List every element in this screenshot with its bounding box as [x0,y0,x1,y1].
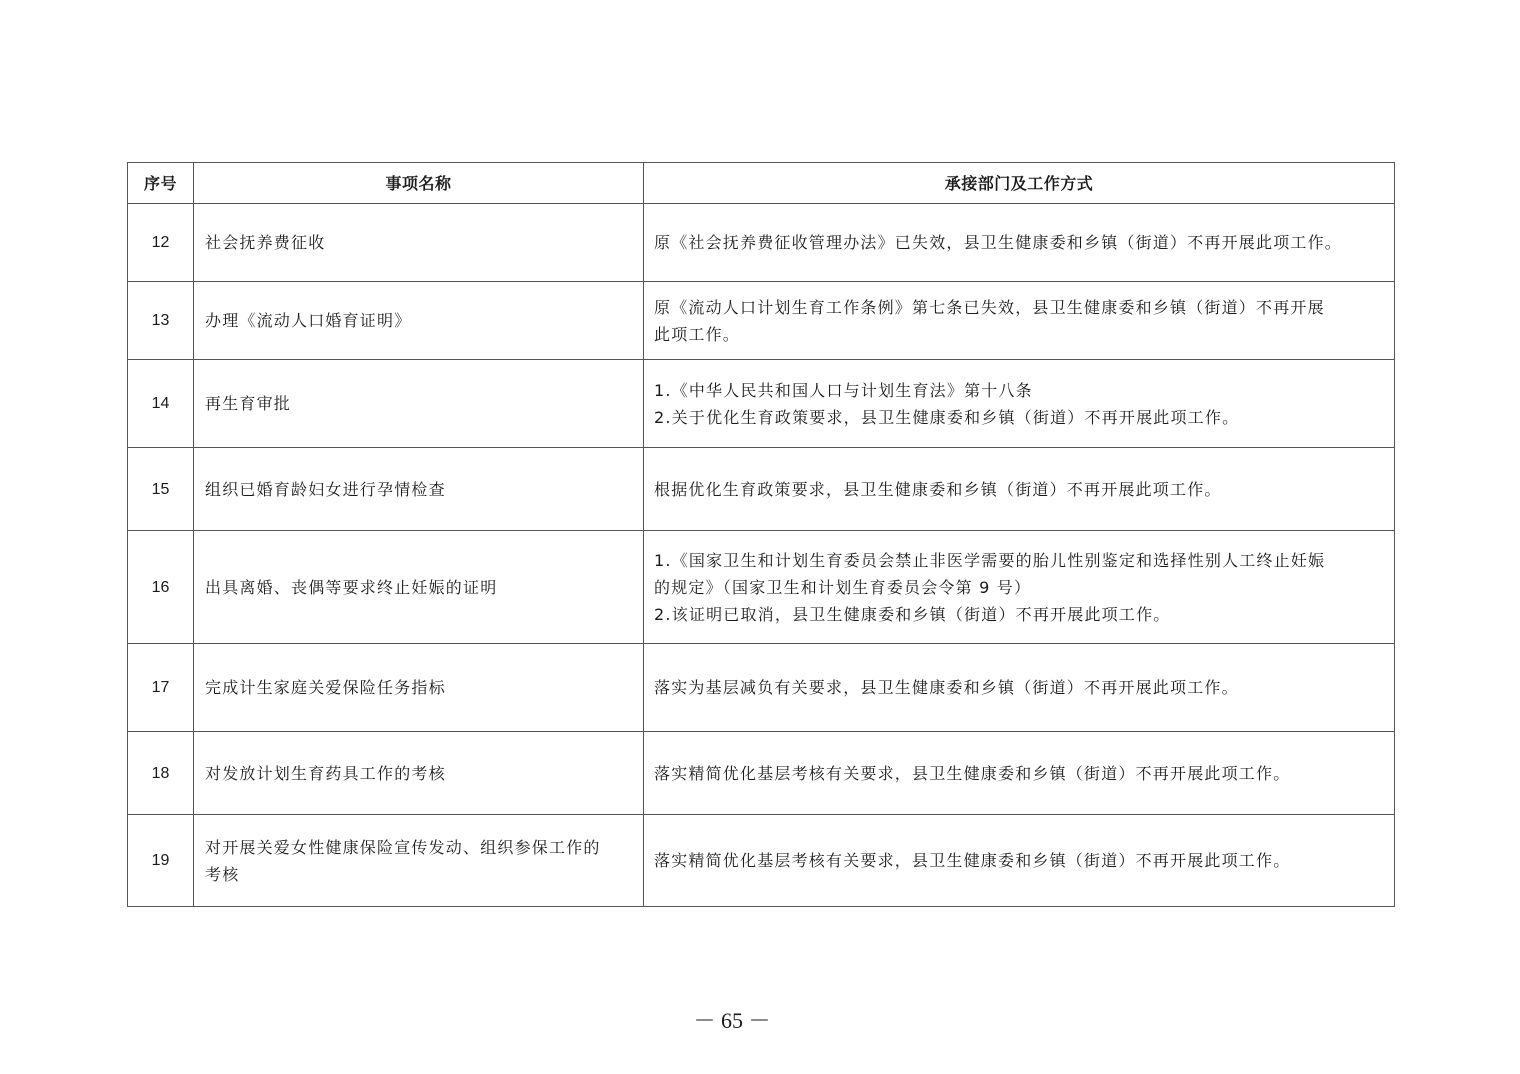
table-row [128,282,1395,360]
item-name-line: 对发放计划生育药具工作的考核 [205,763,446,783]
method-line: 的规定》（国家卫生和计划生育委员会令第 9 号） [654,577,1032,597]
row-method [644,732,1395,815]
item-name-line: 考核 [205,864,240,884]
method-line: 2.关于优化生育政策要求，县卫生健康委和乡镇（街道）不再开展此项工作。 [654,407,1240,427]
row-item-name [194,448,644,531]
item-name-line: 对开展关爱女性健康保险宣传发动、组织参保工作的 [205,837,601,857]
method-line: 1.《国家卫生和计划生育委员会禁止非医学需要的胎儿性别鉴定和选择性别人工终止妊娠 [654,550,1326,570]
method-line: 此项工作。 [654,324,741,344]
row-seq-number: 19 [128,815,194,907]
row-seq-number: 18 [128,732,194,815]
row-item-name [194,204,644,282]
item-name-line: 办理《流动人口婚育证明》 [205,311,412,330]
row-method [644,204,1395,282]
table-row [128,204,1395,282]
table-body [128,204,1395,907]
row-method [644,360,1395,448]
row-seq-number: 12 [128,204,194,282]
table-row [128,815,1395,907]
row-item-name [194,531,644,644]
row-method [644,282,1395,360]
row-seq-number: 15 [128,448,194,531]
header-item-name: 事项名称 [194,163,644,204]
method-line: 1.《中华人民共和国人口与计划生育法》第十八条 [654,380,1033,400]
row-item-name [194,815,644,907]
row-method [644,815,1395,907]
header-method: 承接部门及工作方式 [644,163,1395,204]
header-seq: 序号 [128,163,194,204]
table-row [128,644,1395,732]
matters-table [127,162,1395,907]
row-seq-number: 17 [128,644,194,732]
item-name-line: 社会抚养费征收 [205,233,326,252]
row-seq-number: 13 [128,282,194,360]
method-line: 落实为基层减负有关要求，县卫生健康委和乡镇（街道）不再开展此项工作。 [654,678,1239,697]
page-number: － 65 － [693,1008,771,1033]
method-line: 原《流动人口计划生育工作条例》第七条已失效，县卫生健康委和乡镇（街道）不再开展 [654,297,1325,317]
item-name-line: 完成计生家庭关爱保险任务指标 [205,678,446,697]
method-line: 2.该证明已取消，县卫生健康委和乡镇（街道）不再开展此项工作。 [654,604,1171,624]
row-seq-number: 16 [128,531,194,644]
row-item-name [194,282,644,360]
row-item-name [194,644,644,732]
method-line: 根据优化生育政策要求，县卫生健康委和乡镇（街道）不再开展此项工作。 [654,479,1222,499]
row-item-name [194,360,644,448]
row-method [644,644,1395,732]
row-method [644,531,1395,644]
row-item-name [194,732,644,815]
table-row [128,360,1395,448]
row-seq-number: 14 [128,360,194,448]
item-name-line: 再生育审批 [205,394,292,413]
method-line: 落实精简优化基层考核有关要求，县卫生健康委和乡镇（街道）不再开展此项工作。 [654,851,1291,870]
table-row [128,531,1395,644]
item-name-line: 组织已婚育龄妇女进行孕情检查 [205,479,446,499]
table-row [128,732,1395,815]
method-line: 原《社会抚养费征收管理办法》已失效，县卫生健康委和乡镇（街道）不再开展此项工作。 [654,233,1343,252]
table-header-row [128,163,1395,204]
document-table-container [127,162,1394,907]
row-method [644,448,1395,531]
method-line: 落实精简优化基层考核有关要求，县卫生健康委和乡镇（街道）不再开展此项工作。 [654,763,1291,783]
table-row [128,448,1395,531]
item-name-line: 出具离婚、丧偶等要求终止妊娠的证明 [205,577,498,597]
